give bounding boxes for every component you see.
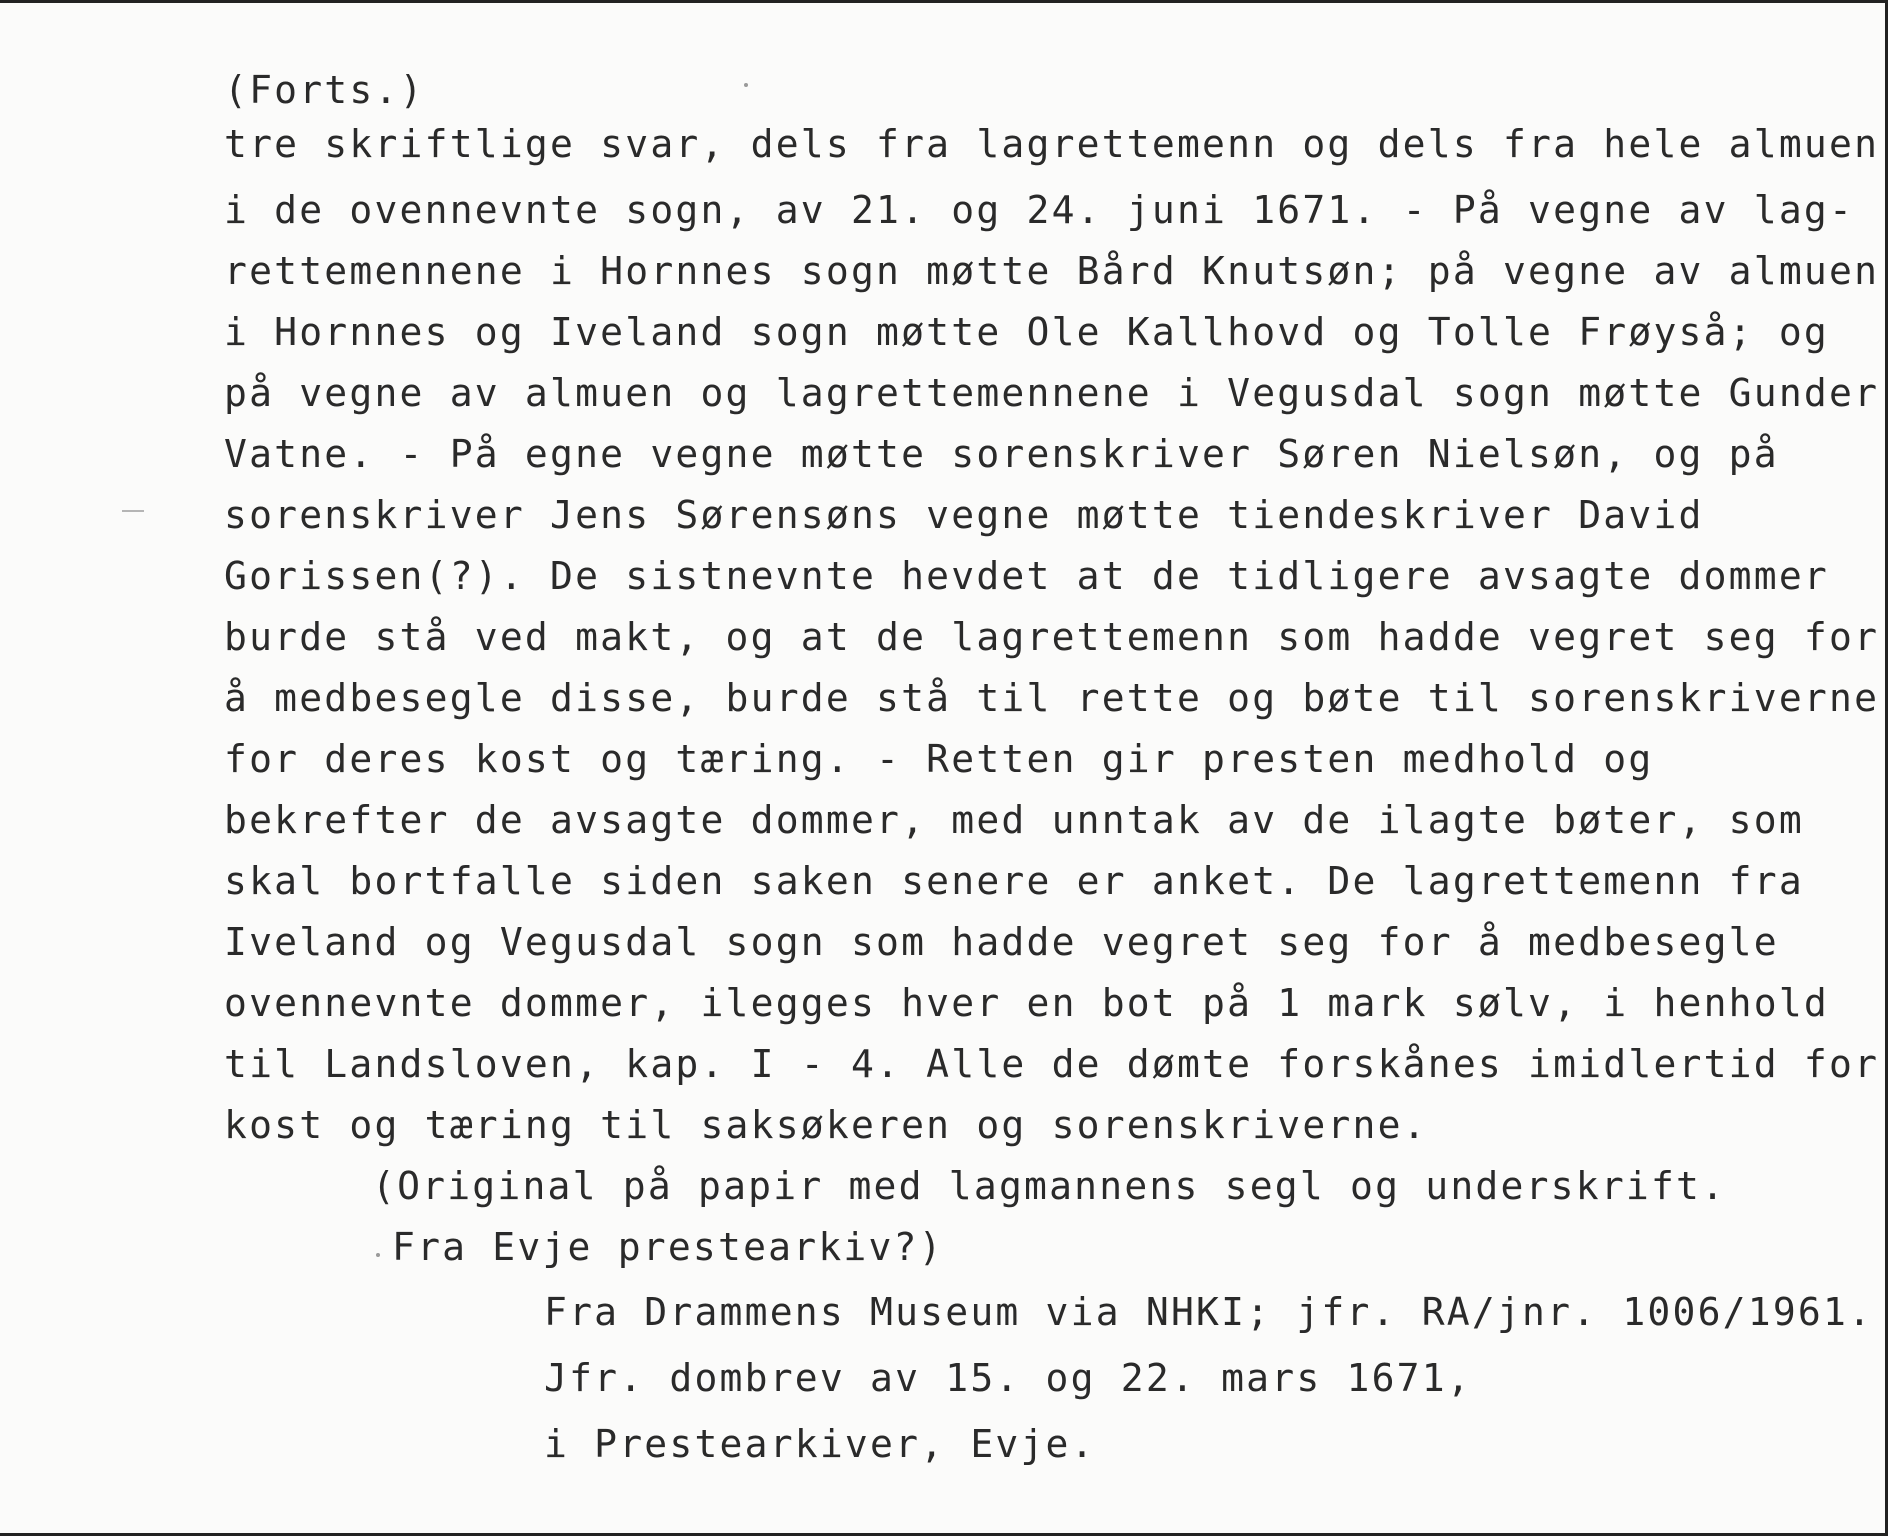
body-line: å medbesegle disse, burde stå til rette og bøte til sorenskriverne (224, 676, 1880, 720)
body-line: burde stå ved makt, og at de lagrettemenn som hadde vegret seg for (224, 615, 1880, 659)
body-line: Iveland og Vegusdal sogn som hadde vegret seg for å medbesegle (224, 920, 1779, 964)
body-line: ovennevnte dommer, ilegges hver en bot på 1 mark sølv, i henhold (224, 981, 1829, 1025)
body-line: for deres kost og tæring. - Retten gir presten medhold og (224, 737, 1654, 781)
body-line: i Hornnes og Iveland sogn møtte Ole Kallhovd og Tolle Frøyså; og (224, 310, 1829, 354)
continuation-label: (Forts.) (224, 68, 425, 112)
body-line: tre skriftlige svar, dels fra lagrettemenn og dels fra hele almuen (224, 122, 1880, 166)
body-line: på vegne av almuen og lagrettemennene i Vegusdal sogn møtte Gunder (224, 371, 1880, 415)
reference-line: Fra Drammens Museum via NHKI; jfr. RA/jnr. 1006/1961. (544, 1290, 1874, 1334)
body-line: bekrefter de avsagte dommer, med unntak av de ilagte bøter, som (224, 798, 1804, 842)
body-line: kost og tæring til saksøkeren og sorenskriverne. (224, 1103, 1428, 1147)
source-note-line: Fra Evje prestearkiv?) (392, 1225, 944, 1269)
body-line: til Landsloven, kap. I - 4. Alle de dømte forskånes imidlertid for (224, 1042, 1880, 1086)
body-line: Gorissen(?). De sistnevnte hevdet at de tidligere avsagte dommer (224, 554, 1829, 598)
margin-mark (122, 510, 144, 512)
body-line: Vatne. - På egne vegne møtte sorenskriver Søren Nielsøn, og på (224, 432, 1779, 476)
paper-speck (744, 83, 748, 87)
body-line: i de ovennevnte sogn, av 21. og 24. juni 1671. - På vegne av lag- (224, 188, 1855, 232)
source-note-line: (Original på papir med lagmannens segl og underskrift. (372, 1164, 1727, 1208)
body-line: sorenskriver Jens Sørensøns vegne møtte tiendeskriver David (224, 493, 1704, 537)
body-line: skal bortfalle siden saken senere er anket. De lagrettemenn fra (224, 859, 1804, 903)
body-line: rettemennene i Hornnes sogn møtte Bård Knutsøn; på vegne av almuen (224, 249, 1880, 293)
reference-line: Jfr. dombrev av 15. og 22. mars 1671, (544, 1356, 1472, 1400)
paper-speck (376, 1253, 380, 1257)
reference-line: i Prestearkiver, Evje. (544, 1422, 1096, 1466)
